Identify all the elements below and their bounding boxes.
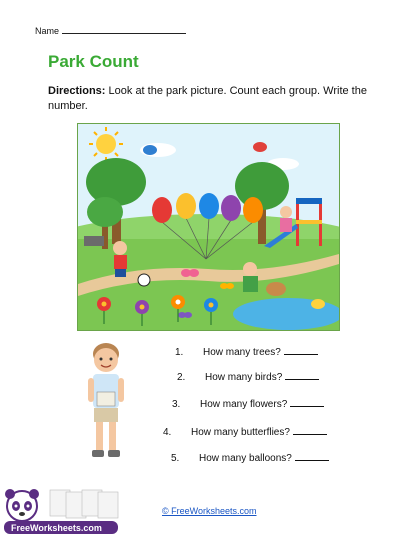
worksheet-title: Park Count bbox=[48, 52, 139, 71]
footer-link[interactable]: © FreeWorksheets.com bbox=[162, 506, 257, 516]
answer-blank[interactable] bbox=[284, 346, 318, 355]
name-line[interactable] bbox=[62, 25, 186, 34]
question-text: How many flowers? bbox=[200, 399, 288, 410]
question-5: 5. How many balloons? bbox=[171, 452, 329, 464]
question-1: 1. How many trees? bbox=[175, 346, 318, 358]
answer-blank[interactable] bbox=[295, 452, 329, 461]
name-label: Name bbox=[35, 26, 60, 36]
name-field bbox=[35, 25, 186, 36]
directions-text: Look at the park picture. Count each group. Write the number. bbox=[48, 85, 367, 112]
directions-label: Directions: bbox=[48, 85, 106, 97]
soccer-ball-icon bbox=[138, 274, 150, 286]
question-text: How many balloons? bbox=[199, 453, 292, 464]
freeworksheets-logo bbox=[2, 488, 120, 536]
bird-icon bbox=[253, 142, 267, 152]
boy-illustration bbox=[80, 338, 132, 464]
answer-blank[interactable] bbox=[290, 398, 324, 407]
answer-blank[interactable] bbox=[293, 426, 327, 435]
question-4: 4. How many butterflies? bbox=[163, 426, 327, 438]
bench-icon bbox=[84, 236, 104, 246]
logo-text: FreeWorksheets.com bbox=[11, 523, 102, 533]
duck-icon bbox=[311, 299, 325, 309]
question-2: 2. How many birds? bbox=[177, 371, 319, 383]
question-3: 3. How many flowers? bbox=[172, 398, 324, 410]
bird-icon bbox=[143, 145, 157, 155]
question-text: How many butterflies? bbox=[191, 427, 290, 438]
question-text: How many trees? bbox=[203, 347, 281, 358]
directions bbox=[48, 84, 378, 114]
park-illustration bbox=[77, 123, 340, 331]
answer-blank[interactable] bbox=[285, 371, 319, 380]
question-text: How many birds? bbox=[205, 372, 283, 383]
